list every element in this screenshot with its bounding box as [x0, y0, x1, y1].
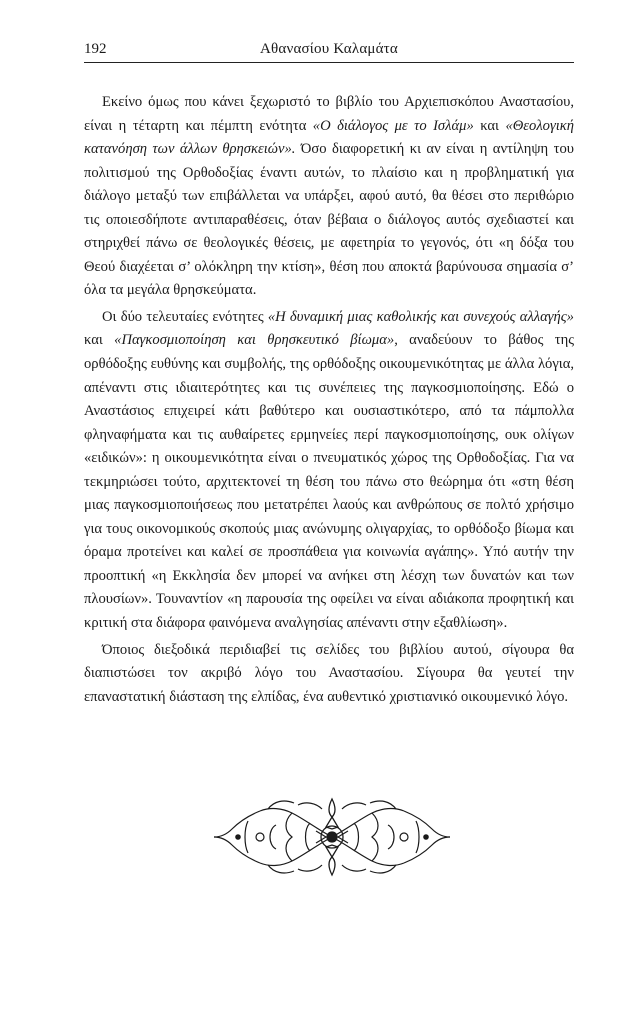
paragraph-1-text-a: Εκείνο όμως που κάνει ξεχωριστό το βιβλίο του Αρχιεπισκόπου Αναστασίου, είναι η τέταρτη και πέμπτη ενότητα: [84, 94, 574, 134]
paragraph-2-italic-b: «Παγκοσμιοποίηση και θρησκευτικό βίωμα»: [114, 332, 395, 349]
page-number: 192: [84, 41, 107, 57]
paragraph-2: [84, 306, 574, 636]
paragraph-3-text: Όποιος διεξοδικά περιδιαβεί τις σελίδες του βιβλίου αυτού, σίγουρα θα διαπιστώσει τον ακριβό λόγο του Αναστασίου. Σίγουρα θα γευτεί την επαναστατική διάσταση της ελπίδας, ένα αυθεντικό χριστιανικό οικουμενικό λόγο.: [84, 641, 574, 705]
body-text: [84, 91, 574, 712]
page-header: [84, 40, 574, 63]
paragraph-3: [84, 639, 574, 710]
floral-vignette-icon: [212, 795, 452, 879]
paragraph-2-text-b: και: [84, 332, 115, 349]
paragraph-1-text-c: Όσο διαφορετική κι αν είναι η αντίληψη του πολιτισμού της Ορθοδοξίας έναντι αυτών, το πλαίσιο και η προβληματική για διάλογο μεταξύ των επιβάλλεται να υπάρξει, αφού αυτό, θα θέσει στο περιθώριο τις οποιεσδήποτε αντιπαραθέσεις, όταν βέβαια ο διάλογος αυτός σχεδιαστεί και στηριχθεί πάνω σε θεολογικές θέσεις, με αφετηρία το γεγονός, ότι «η δόξα του Θεού διαχέεται σ’ ολόκληρη την κτίση», θέση που αποκτά βαρύνουσα σημασία σ’ όλα τα μεγάλα θρησκεύματα.: [84, 141, 574, 299]
paragraph-2-text-a: Οι δύο τελευταίες ενότητες: [102, 308, 268, 325]
paragraph-1: [84, 91, 574, 303]
paragraph-1-text-b: και: [473, 117, 506, 134]
paragraph-2-italic-a: «Η δυναμική μιας καθολικής και συνεχούς αλλαγής»: [267, 308, 574, 325]
paragraph-1-italic-b: «Θεολογική κατανόηση των άλλων θρησκειών».: [84, 117, 574, 158]
paragraph-2-text-c: , αναδεύουν το βάθος της ορθόδοξης ευθύνης και συμβολής, της ορθόδοξης οικουμενικότητας με άλλα λόγια, απέναντι στις ιδιαιτερότητες και τις συνέπειες της παγκοσμιοποίησης. Εδώ ο Αναστάσιος επιχειρεί κάτι βαθύτερο και ουσιαστικότερο, από τα πάμπολλα φληναφήματα και τις αυθαίρετες ερμηνείες περί παγκοσμιοποίησης, ουκ ολίγων «ειδικών»: η οικουμενικότητα είναι ο πνευματικός χώρος της Ορθοδοξίας. Για να τεκμηριώσει τούτο, αρχιτεκτονεί τη θέση του πάνω στο θεώρημα ότι «στη θέση μιας παγκοσμιοποιήσεως που μετατρέπει λαούς και ανθρώπους σε πολτό χρήσιμο για τους οικονομικούς σκοπούς μιας ανώνυμης ολιγαρχίας, το ορθόδοξο βίωμα και όραμα προτείνει και καλεί σε προσπάθεια για κοινωνία αγάπης». Υπό αυτήν την προοπτική «η Εκκλησία δεν μπορεί να ανήκει στη λέσχη των δυνατών και των πλουσίων». Τουναντίον «η παρουσία της οφείλει να είναι αδιάκοπα προφητική και κριτική στα διάφορα φαινόμενα αναλγησίας απέναντι στην εξαθλίωση».: [84, 332, 574, 632]
paragraph-1-italic-a: «Ο διάλογος με το Ισλάμ»: [312, 117, 474, 134]
running-title: Αθανασίου Καλαμάτα: [260, 41, 398, 57]
